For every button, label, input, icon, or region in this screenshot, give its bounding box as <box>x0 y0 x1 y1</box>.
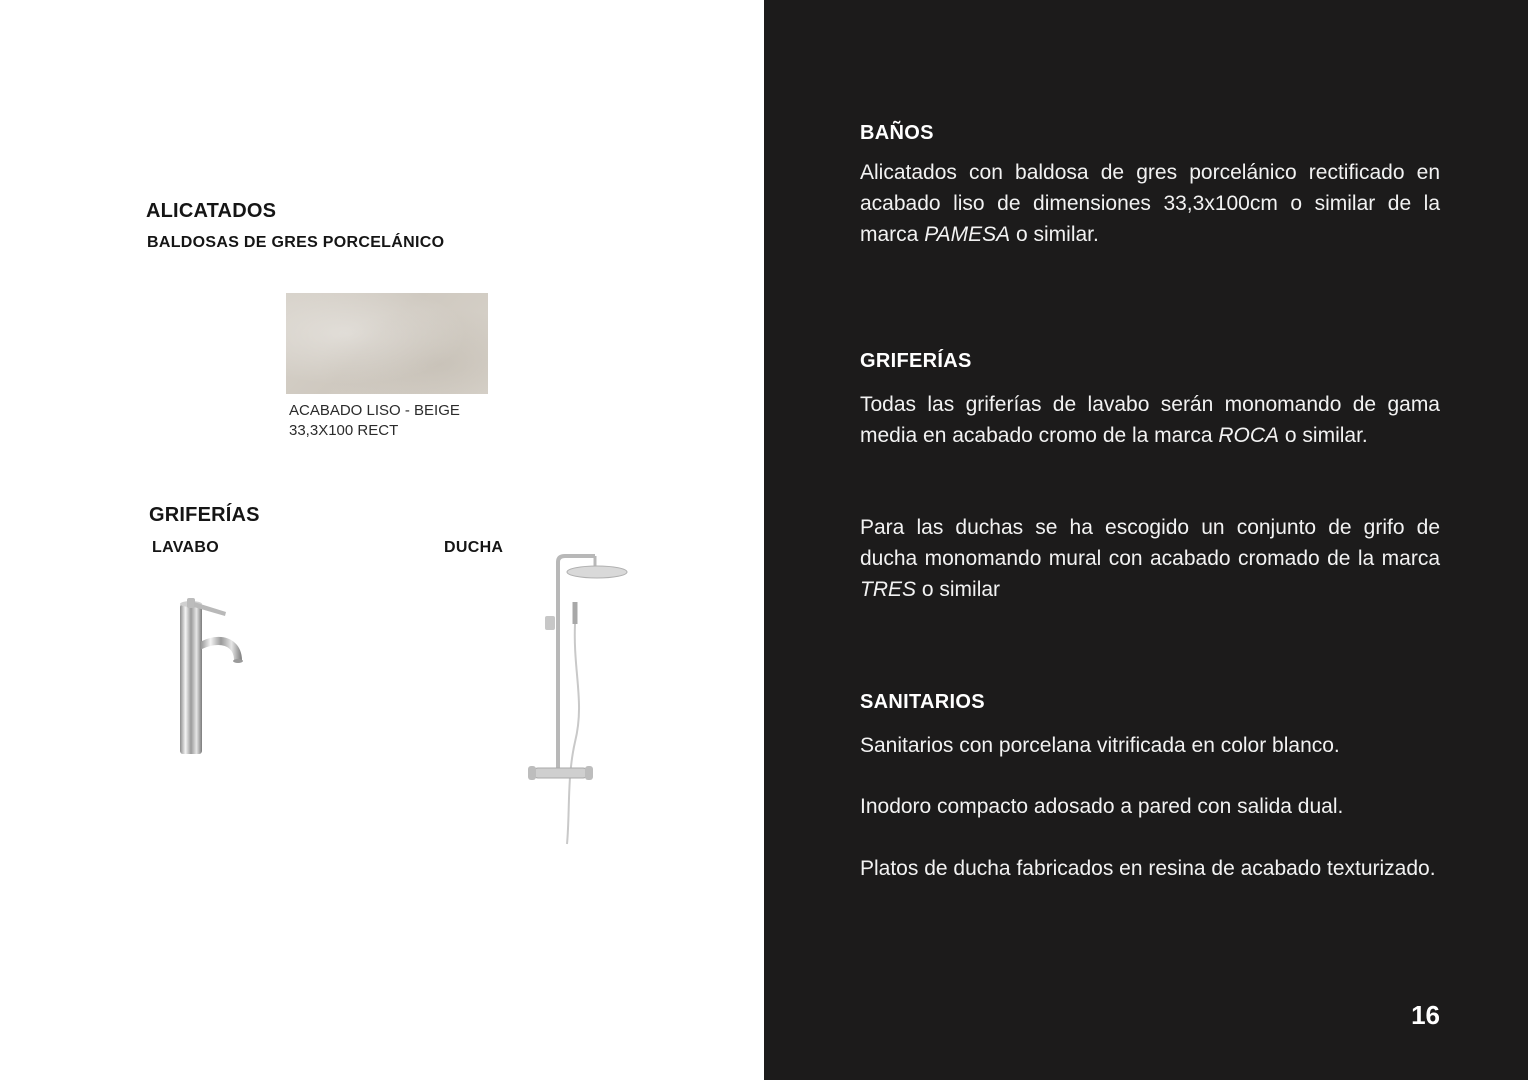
ducha-label: DUCHA <box>444 539 504 556</box>
griferias-section-title: GRIFERÍAS <box>860 350 972 372</box>
sanitarios-text-1: Sanitarios con porcelana vitrificada en color blanco. <box>860 734 1340 757</box>
tile-caption-size: 33,3X100 RECT <box>289 422 399 439</box>
griferias-title: GRIFERÍAS <box>149 504 260 526</box>
griferias-text-ducha: Para las duchas se ha escogido un conjunto de grifo de ducha monomando mural con acabado cromado de la marca TRES o similar <box>860 516 1440 601</box>
tile-caption-finish: ACABADO LISO - BEIGE <box>289 402 460 419</box>
alicatados-subtitle: BALDOSAS DE GRES PORCELÁNICO <box>147 234 445 251</box>
brand-pamesa: PAMESA <box>924 223 1011 246</box>
alicatados-title: ALICATADOS <box>146 200 277 222</box>
banos-title: BAÑOS <box>860 122 934 144</box>
sanitarios-title: SANITARIOS <box>860 691 985 713</box>
shower-column-image <box>525 552 635 852</box>
brand-roca: ROCA <box>1218 424 1280 447</box>
tile-sample-image <box>286 293 488 394</box>
sanitarios-text-2: Inodoro compacto adosado a pared con salida dual. <box>860 795 1344 818</box>
brand-tres: TRES <box>860 578 917 601</box>
page-number: 16 <box>1411 1000 1440 1030</box>
banos-text: Alicatados con baldosa de gres porcelánico rectificado en acabado liso de dimensiones 33,3x100cm o similar de la marca PAMESA o similar. <box>860 161 1440 246</box>
lavabo-label: LAVABO <box>152 539 219 556</box>
griferias-text-lavabo: Todas las griferías de lavabo serán monomando de gama media en acabado cromo de la marca ROCA o similar. <box>860 393 1440 447</box>
basin-faucet-image <box>170 590 260 760</box>
sanitarios-text-3: Platos de ducha fabricados en resina de acabado texturizado. <box>860 857 1436 880</box>
